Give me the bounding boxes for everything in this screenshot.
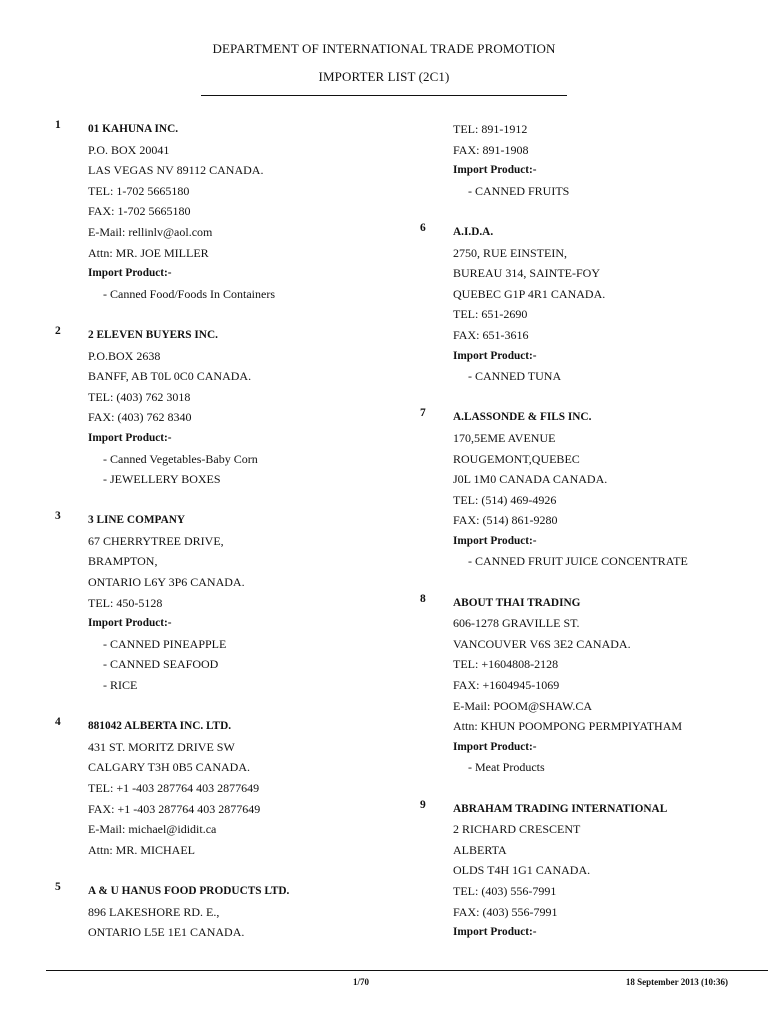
right-column: [420, 119, 740, 963]
contact-line: BRAMPTON,: [88, 554, 158, 569]
import-product-item: - Meat Products: [468, 760, 545, 775]
contact-line: ONTARIO L5E 1E1 CANADA.: [88, 925, 245, 940]
contact-line: FAX: (514) 861-9280: [453, 513, 558, 528]
import-product-item: - RICE: [103, 678, 138, 693]
company-name: 2 ELEVEN BUYERS INC.: [88, 328, 218, 341]
entry-number: 5: [55, 880, 61, 893]
import-product-label: Import Product:-: [88, 617, 172, 630]
entry-details: [453, 222, 740, 387]
importer-entry-9: [420, 799, 740, 943]
entry-details: [453, 799, 740, 943]
contact-line: TEL: 651-2690: [453, 307, 528, 322]
contact-line: Attn: KHUN POOMPONG PERMPIYATHAM: [453, 719, 683, 734]
import-product-item: - Canned Food/Foods In Containers: [103, 286, 275, 301]
contact-line: FAX: 891-1908: [453, 142, 529, 157]
page-number: 1/70: [352, 977, 369, 987]
footer-divider: [46, 970, 768, 971]
contact-line: 2750, RUE EINSTEIN,: [453, 245, 567, 260]
contact-line: VANCOUVER V6S 3E2 CANADA.: [453, 636, 631, 651]
contact-line: ONTARIO L6Y 3P6 CANADA.: [88, 575, 245, 590]
contact-line: FAX: 651-3616: [453, 327, 529, 342]
company-name: ABRAHAM TRADING INTERNATIONAL: [453, 802, 668, 815]
entry-details: [453, 407, 740, 572]
import-product-item: - CANNED SEAFOOD: [103, 657, 219, 672]
importer-entry-continued: [420, 119, 740, 201]
contact-line: BANFF, AB T0L 0C0 CANADA.: [88, 369, 252, 384]
import-product-item: - CANNED FRUITS: [468, 183, 570, 198]
import-product-label: Import Product:-: [453, 740, 537, 753]
import-product-label: Import Product:-: [88, 431, 172, 444]
contact-line: TEL: 891-1912: [453, 122, 528, 136]
contact-line: QUEBEC G1P 4R1 CANADA.: [453, 286, 606, 301]
company-name: ABOUT THAI TRADING: [453, 596, 581, 609]
import-product-item: - JEWELLERY BOXES: [103, 472, 221, 487]
company-name: 01 KAHUNA INC.: [88, 123, 179, 135]
entry-details: [88, 881, 375, 943]
import-product-label: Import Product:-: [453, 349, 537, 362]
contact-line: TEL: 450-5128: [88, 595, 163, 610]
entry-number: 2: [55, 324, 61, 337]
contact-line: Attn: MR. JOE MILLER: [88, 245, 209, 260]
contact-line: 2 RICHARD CRESCENT: [453, 822, 581, 837]
print-date: 18 September 2013 (10:36): [625, 977, 728, 987]
entry-details: [88, 716, 375, 860]
contact-line: LAS VEGAS NV 89112 CANADA.: [88, 163, 264, 178]
entry-details: [453, 593, 740, 778]
contact-line: 896 LAKESHORE RD. E.,: [88, 904, 220, 919]
company-name: 881042 ALBERTA INC. LTD.: [88, 720, 232, 733]
contact-line: FAX: (403) 556-7991: [453, 904, 558, 919]
entry-number: 4: [55, 716, 61, 729]
company-name: A.I.D.A.: [453, 225, 494, 238]
entry-details: [88, 325, 375, 490]
contact-line: ALBERTA: [453, 842, 507, 857]
contact-line: OLDS T4H 1G1 CANADA.: [453, 863, 591, 878]
import-product-label: Import Product:-: [88, 267, 172, 280]
contact-line: TEL: +1604808-2128: [453, 657, 559, 672]
company-name: 3 LINE COMPANY: [88, 514, 186, 527]
contact-line: P.O.BOX 2638: [88, 348, 161, 363]
import-product-label: Import Product:-: [453, 926, 537, 939]
contact-line: TEL: +1 -403 287764 403 2877649: [88, 781, 260, 795]
document-title: DEPARTMENT OF INTERNATIONAL TRADE PROMOTION: [212, 41, 556, 56]
contact-line: ROUGEMONT,QUEBEC: [453, 451, 580, 466]
contact-line: 67 CHERRYTREE DRIVE,: [88, 533, 224, 548]
importer-entry-1: [55, 119, 375, 304]
entry-number: 6: [420, 221, 426, 234]
contact-line[interactable]: E-Mail: rellinlv@aol.com: [88, 224, 213, 239]
entry-number: 9: [420, 798, 426, 811]
entry-number: 8: [420, 592, 426, 605]
contact-line: TEL: (403) 762 3018: [88, 389, 191, 404]
import-product-item: - CANNED FRUIT JUICE CONCENTRATE: [468, 554, 688, 569]
entry-number: 7: [420, 407, 426, 420]
contact-line: FAX: 1-702 5665180: [88, 204, 191, 219]
importer-entry-2: [55, 325, 375, 490]
contact-line: Attn: MR. MICHAEL: [88, 842, 196, 857]
importer-entry-4: [55, 716, 375, 860]
import-product-item: - Canned Vegetables-Baby Corn: [103, 451, 258, 466]
company-name: A.LASSONDE & FILS INC.: [453, 411, 592, 424]
contact-line: P.O. BOX 20041: [88, 142, 170, 157]
contact-line: TEL: (403) 556-7991: [453, 883, 557, 898]
entry-details: [453, 119, 740, 201]
contact-line[interactable]: E-Mail: michael@ididit.ca: [88, 822, 217, 837]
entry-details: [88, 119, 375, 304]
company-name: A & U HANUS FOOD PRODUCTS LTD.: [88, 884, 290, 897]
contact-line: TEL: (514) 469-4926: [453, 492, 557, 507]
contact-line: 170,5EME AVENUE: [453, 430, 556, 445]
importer-entry-8: [420, 593, 740, 778]
importer-entry-5: [55, 881, 375, 943]
contact-line: FAX: +1604945-1069: [453, 678, 560, 693]
contact-line: CALGARY T3H 0B5 CANADA.: [88, 760, 251, 775]
contact-line[interactable]: E-Mail: POOM@SHAW.CA: [453, 698, 592, 713]
contact-line: 606-1278 GRAVILLE ST.: [453, 616, 580, 631]
contact-line: TEL: 1-702 5665180: [88, 183, 190, 198]
contact-line: FAX: +1 -403 287764 403 2877649: [88, 801, 261, 816]
importer-entry-7: [420, 407, 740, 572]
entry-number: 3: [55, 510, 61, 523]
entry-number: 1: [55, 119, 61, 131]
importer-entry-6: [420, 222, 740, 387]
document-subtitle: IMPORTER LIST (2C1): [318, 69, 450, 84]
import-product-item: - CANNED PINEAPPLE: [103, 636, 227, 651]
left-column: [55, 119, 375, 963]
import-product-label: Import Product:-: [453, 164, 537, 177]
contact-line: BUREAU 314, SAINTE-FOY: [453, 266, 600, 281]
contact-line: FAX: (403) 762 8340: [88, 410, 192, 425]
entry-details: [88, 510, 375, 695]
import-product-label: Import Product:-: [453, 534, 537, 547]
importer-entry-3: [55, 510, 375, 695]
import-product-item: - CANNED TUNA: [468, 369, 562, 384]
title-underline: [201, 95, 567, 96]
contact-line: J0L 1M0 CANADA CANADA.: [453, 472, 608, 487]
contact-line: 431 ST. MORITZ DRIVE SW: [88, 739, 235, 754]
